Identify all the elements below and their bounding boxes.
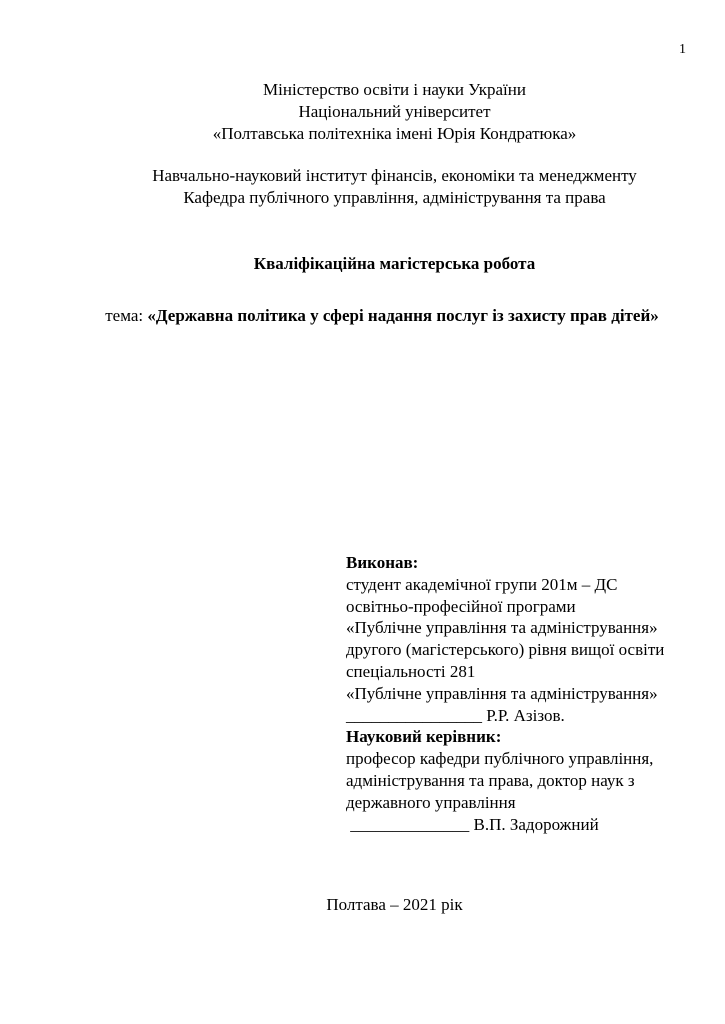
executor-line: «Публічне управління та адміністрування» bbox=[346, 618, 658, 638]
topic-line bbox=[62, 305, 702, 327]
executor-signature-line: ________________ Р.Р. Азізов. bbox=[346, 705, 565, 725]
executor-line: освітньо-професійної програми bbox=[346, 596, 576, 616]
work-type-title: Кваліфікаційна магістерська робота bbox=[253, 254, 536, 273]
page-number: 1 bbox=[679, 42, 686, 57]
executor-line: спеціальності 281 bbox=[346, 661, 476, 681]
university-line: Національний університет bbox=[298, 102, 491, 121]
executor-label: Виконав: bbox=[346, 553, 419, 572]
subheader-block bbox=[104, 165, 685, 209]
executor-block bbox=[346, 552, 701, 835]
supervisor-line: професор кафедри публічного управління, bbox=[346, 749, 654, 769]
topic-title: «Державна політика у сфері надання послуг із захисту прав дітей» bbox=[147, 306, 659, 325]
executor-line: другого (магістерського) рівня вищої освіти bbox=[346, 640, 665, 660]
department-line: Кафедра публічного управління, адміністрування та права bbox=[183, 188, 606, 207]
supervisor-label: Науковий керівник: bbox=[346, 727, 502, 747]
executor-line: студент академічної групи 201м – ДС bbox=[346, 574, 618, 594]
university-name-line: «Полтавська політехніка імені Юрія Кондратюка» bbox=[212, 124, 577, 143]
supervisor-line: адміністрування та права, доктор наук з bbox=[346, 770, 635, 790]
supervisor-signature-line: ______________ В.П. Задорожний bbox=[346, 814, 599, 834]
city-year-line: Полтава – 2021 рік bbox=[326, 895, 463, 914]
topic-label: тема: bbox=[105, 306, 148, 325]
supervisor-line: державного управління bbox=[346, 792, 516, 812]
header-block bbox=[104, 79, 685, 145]
ministry-line: Міністерство освіти і науки України bbox=[263, 80, 526, 99]
institute-line: Навчально-науковий інститут фінансів, економіки та менеджменту bbox=[152, 166, 637, 185]
executor-line: «Публічне управління та адміністрування» bbox=[346, 683, 658, 703]
